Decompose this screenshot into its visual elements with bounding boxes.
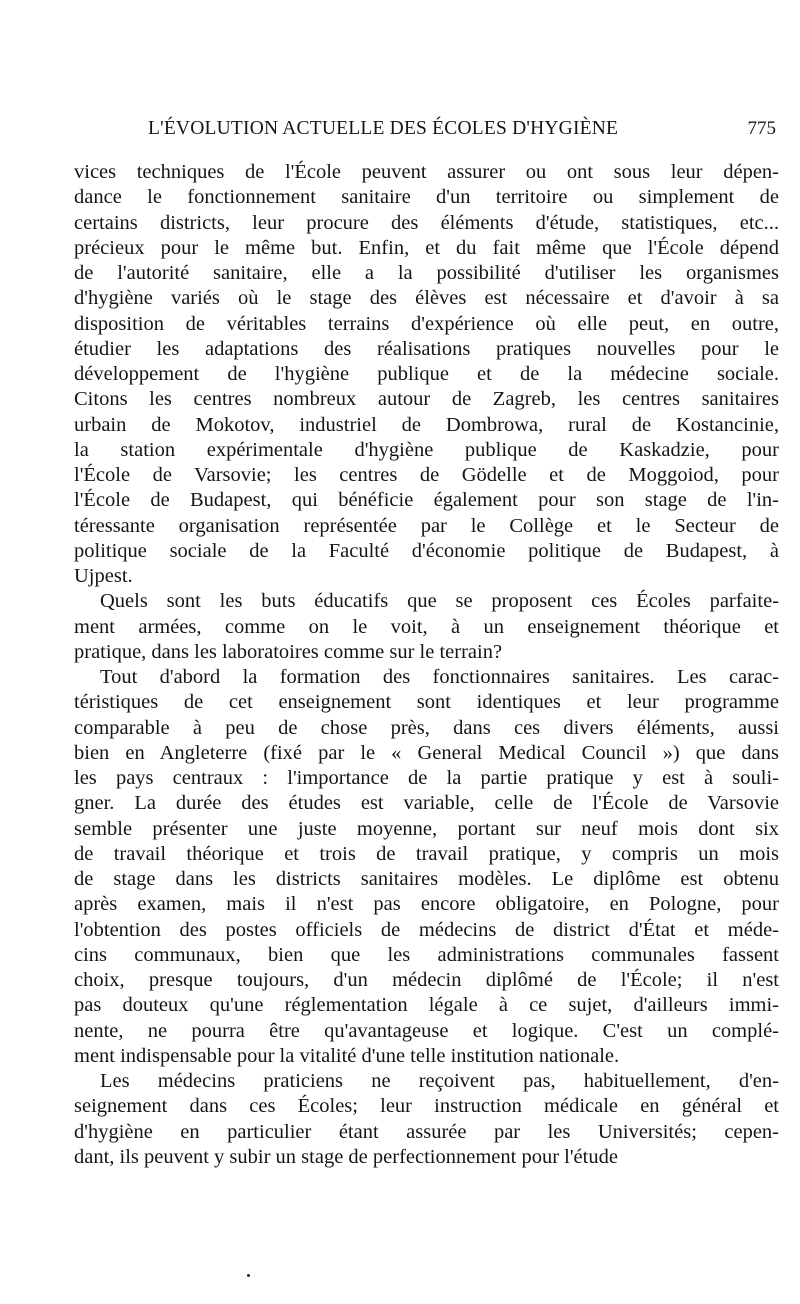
text-line: comparable à peu de chose près, dans ces divers éléments, aussi — [74, 716, 779, 739]
paragraph — [74, 589, 779, 665]
page-number: 775 — [747, 118, 776, 139]
text-line: seignement dans ces Écoles; leur instruction médicale en général et — [74, 1095, 779, 1118]
text-line: les pays centraux : l'importance de la partie pratique y est à souli- — [74, 767, 779, 789]
running-title: L'ÉVOLUTION ACTUELLE DES ÉCOLES D'HYGIÈNE — [148, 118, 619, 139]
text-line: l'École de Budapest, qui bénéficie également pour son stage de l'in- — [74, 489, 779, 512]
text-line: politique sociale de la Faculté d'économie politique de Budapest, à — [74, 539, 779, 562]
text-line: précieux pour le même but. Enfin, et du fait même que l'École dépend — [74, 236, 779, 259]
text-line: nente, ne pourra être qu'avantageuse et logique. C'est un complé- — [74, 1019, 779, 1042]
text-line: téristiques de cet enseignement sont identiques et leur programme — [74, 691, 779, 714]
text-line: vices techniques de l'École peuvent assurer ou ont sous leur dépen- — [74, 161, 779, 183]
text-line: l'École de Varsovie; les centres de Gödelle et de Moggoiod, pour — [74, 464, 779, 486]
text-line: choix, presque toujours, d'un médecin diplômé de l'École; il n'est — [74, 969, 779, 991]
text-line: la station expérimentale d'hygiène publique de Kaskadzie, pour — [74, 438, 779, 461]
body-text — [74, 160, 779, 1170]
text-line: Tout d'abord la formation des fonctionnaires sanitaires. Les carac- — [100, 666, 779, 688]
text-line: bien en Angleterre (fixé par le « General Medical Council ») que dans — [74, 741, 779, 764]
text-line: semble présenter une juste moyenne, portant sur neuf mois dont six — [74, 817, 779, 840]
text-line: d'hygiène en particulier étant assurée par les Universités; cepen- — [74, 1120, 779, 1143]
text-line: Les médecins praticiens ne reçoivent pas, habituellement, d'en- — [100, 1070, 779, 1092]
text-line: Citons les centres nombreux autour de Zagreb, les centres sanitaires — [74, 388, 779, 411]
text-line: de l'autorité sanitaire, elle a la possibilité d'utiliser les organismes — [74, 262, 779, 284]
text-line: d'hygiène variés où le stage des élèves est nécessaire et d'avoir à sa — [74, 287, 779, 310]
text-line: de stage dans les districts sanitaires modèles. Le diplôme est obtenu — [74, 868, 779, 890]
text-line: Quels sont les buts éducatifs que se proposent ces Écoles parfaite- — [100, 590, 779, 613]
text-line: cins communaux, bien que les administrations communales fassent — [74, 943, 779, 966]
text-line: urbain de Mokotov, industriel de Dombrowa, rural de Kostancinie, — [74, 413, 779, 436]
text-line: de travail théorique et trois de travail pratique, y compris un mois — [74, 842, 779, 865]
text-line: dance le fonctionnement sanitaire d'un territoire ou simplement de — [74, 186, 779, 209]
text-line: certains districts, leur procure des éléments d'étude, statistiques, etc... — [74, 211, 779, 234]
paragraph — [74, 665, 779, 1069]
text-line: disposition de véritables terrains d'expérience où elle peut, en outre, — [74, 312, 779, 335]
print-speck — [247, 1274, 250, 1277]
text-line: pas douteux qu'une réglementation légale à ce sujet, d'ailleurs immi- — [74, 994, 779, 1017]
text-line: ment armées, comme on le voit, à un enseignement théorique et — [74, 615, 779, 638]
text-line: étudier les adaptations des réalisations pratiques nouvelles pour le — [74, 337, 779, 360]
paragraph — [74, 1069, 779, 1170]
text-line: après examen, mais il n'est pas encore obligatoire, en Pologne, pour — [74, 893, 779, 916]
text-line: ment indispensable pour la vitalité d'une telle institution nationale. — [74, 1044, 620, 1067]
paragraph — [74, 160, 779, 589]
text-line: développement de l'hygiène publique et de la médecine sociale. — [74, 363, 779, 385]
page-header — [148, 118, 776, 148]
text-line: l'obtention des postes officiels de médecins de district d'État et méde- — [74, 918, 779, 941]
text-line: Ujpest. — [74, 565, 133, 587]
text-line: gner. La durée des études est variable, celle de l'École de Varsovie — [74, 792, 779, 815]
text-line: téressante organisation représentée par le Collège et le Secteur de — [74, 514, 779, 537]
text-line: dant, ils peuvent y subir un stage de perfectionnement pour l'étude — [74, 1145, 618, 1168]
text-line: pratique, dans les laboratoires comme sur le terrain? — [74, 640, 503, 663]
